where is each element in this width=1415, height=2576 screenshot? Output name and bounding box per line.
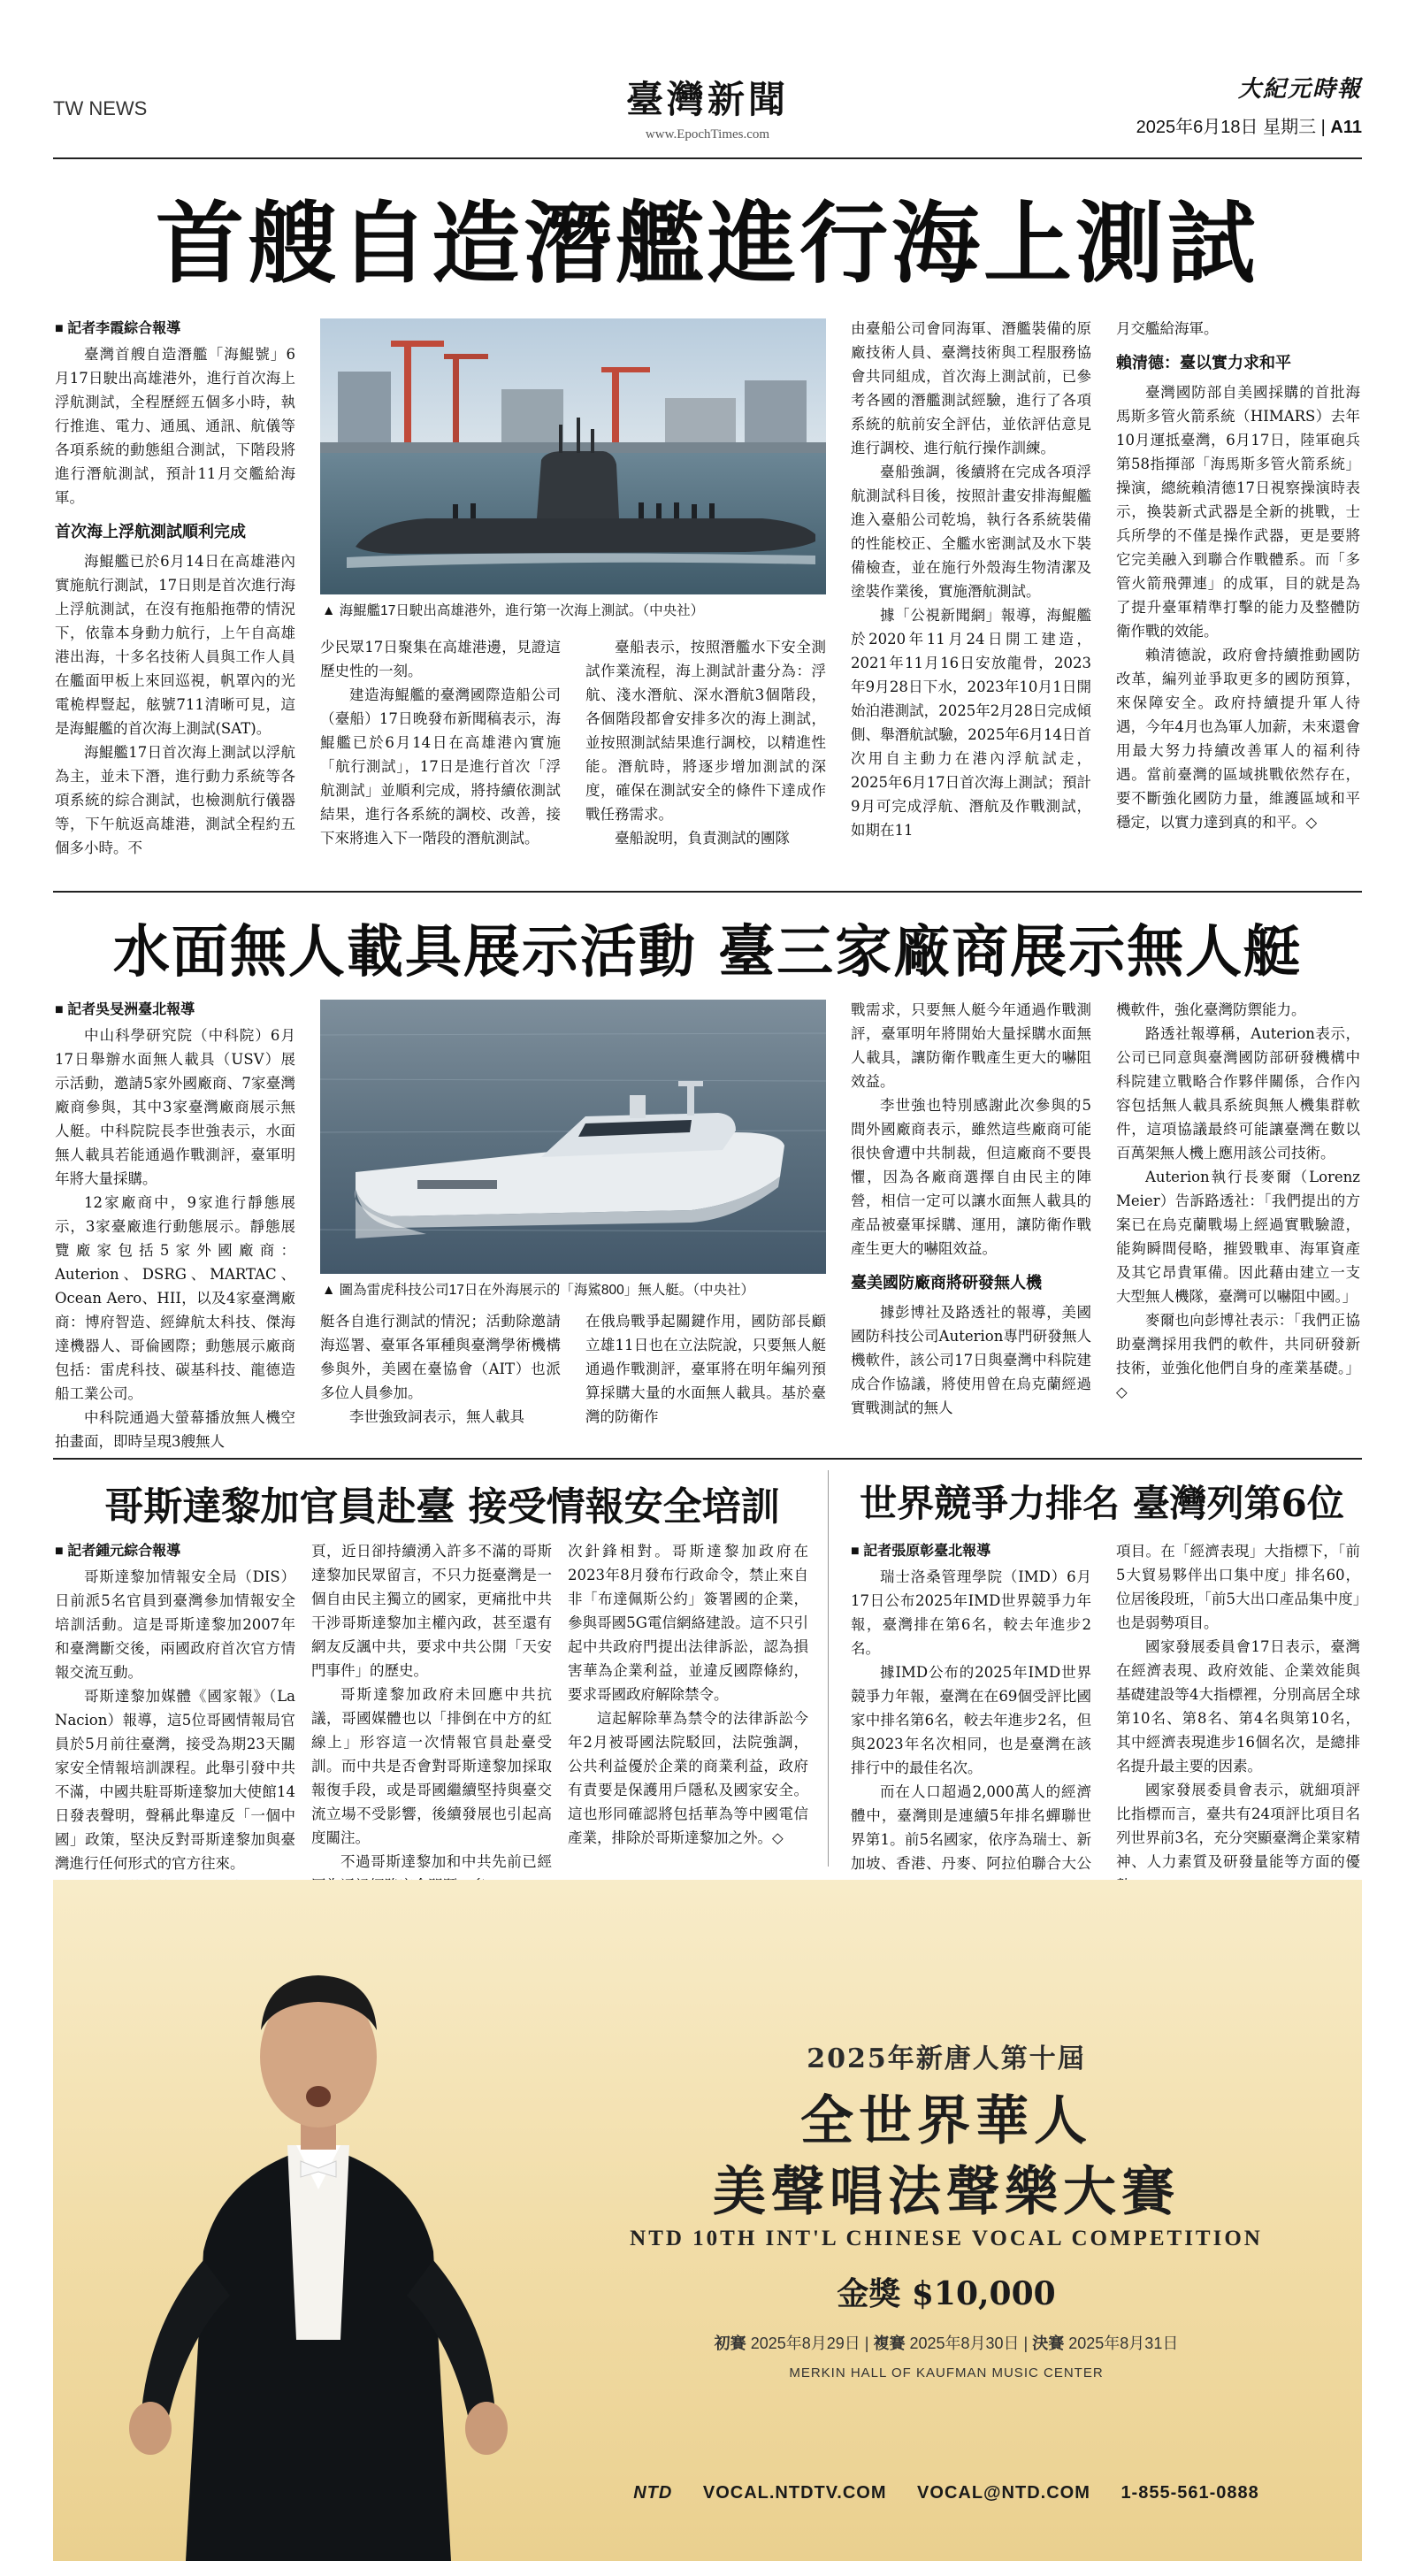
ad-title-line1: 全世界華人 [800,2090,1092,2152]
website-label: www.EpochTimes.com [645,127,770,142]
subheading: 首次海上浮航測試順利完成 [55,523,246,540]
paragraph: 據「公視新聞網」報導，海鯤艦於2020年11月24日開工建造，2021年11月16日安放龍骨，2023年9月28日下水，2023年10月1日開始泊港測試，2025年2月28日完成傾側、舉潛航試驗，2025年6月14日首次用自主動力在港內浮航試走，2025年6月17日首次海上測試；預計9月可完成浮航、潛航及作戰測試，如期在11 [851,607,1091,839]
ntd-logo: NTD [633,2483,673,2503]
round2-label: 複賽 [873,2334,906,2352]
ad-dates: 初賽 2025年8月29日 | 複賽 2025年8月30日 | 決賽 2025年8月31日 [714,2334,1179,2352]
article1-col2 [320,635,561,883]
paragraph: 12家廠商中，9家進行靜態展示，3家臺廠進行動態展示。靜態展覽廠家包括5家外國廠商：Auterion、DSRG、MARTAC、Ocean Aero、HII，以及4家臺灣廠商：博府智造、經緯航太科技、傑海達機器人、哥倫國際；動態展示廠商包括：雷虎科技、碳基科技、龍德造船工業公司。 [55,1194,295,1402]
usv-photo [320,1000,826,1274]
paragraph: 哥斯達黎加媒體《國家報》（La Nacion）報導，這5位哥國情報局官員於5月前往臺灣，接受為期23天關家安全情報培訓課程。此舉引發中共不滿，中國共駐哥斯達黎加大使館14日發表聲明，聲稱此舉違反「一個中國」政策，堅決反對哥斯達黎加與臺灣進行任何形式的官方往來。 [55,1688,295,1872]
submarine-photo-caption: ▲ 海鯤艦17日駛出高雄港外，進行第一次海上測試。（中央社） [322,602,828,621]
ad-website[interactable]: VOCAL.NTDTV.COM [702,2483,887,2503]
ad-phone: 1-855-561-0888 [1121,2483,1259,2503]
paragraph: 機軟件，強化臺灣防禦能力。 [1116,1001,1306,1018]
headline-submarine: 首艘自造潛艦進行海上測試 [156,191,1259,295]
headline-usv: 水面無人載具展示活動 臺三家廠商展示無人艇 [112,919,1303,985]
paragraph: 國家發展委員會17日表示，臺灣在經濟表現、政府效能、企業效能與基礎建設等4大指標裡，分別高居全球第10名、第8名、第4名與第10名，其中經濟表現進步16個名次，是總排名提升最主要的因素。 [1116,1638,1360,1775]
usv-photo-caption: ▲ 圖為雷虎科技公司17日在外海展示的「海鯊800」無人艇。（中央社） [322,1281,828,1300]
article4-col2 [1116,1539,1360,1870]
article2-col5 [1116,998,1360,1449]
vocal-competition-ad [53,1880,1362,2561]
byline: ■ 記者鍾元綜合報導 [55,1539,295,1563]
ad-prize: 金獎 $10,000 [837,2275,1056,2312]
ad-email[interactable]: VOCAL@NTD.COM [917,2483,1090,2503]
paragraph: 月交艦給海軍。 [1116,320,1219,337]
article3-col1 [55,1539,295,1872]
paragraph: 少民眾17日聚集在高雄港邊，見證這歷史性的一刻。 [320,639,561,679]
date-text: 2025年6月18日 星期三 [1136,118,1317,137]
paragraph: 李世強致詞表示，無人載具 [349,1408,524,1425]
article2-col3 [585,1309,826,1449]
paragraph: 中山科學研究院（中科院）6月17日舉辦水面無人載具（USV）展示活動，邀請5家外國廠商、7家臺灣廠商參與，其中3家臺灣廠商展示無人艇。中科院院長李世強表示，水面無人載具若能通過作戰測評，臺軍明年將大量採購。 [55,1027,295,1187]
ad-title-line2: 美聲唱法聲樂大賽 [713,2161,1180,2223]
paragraph: 哥斯達黎加政府未回應中共抗議，哥國媒體也以「排倒在中方的紅線上」形容這一次情報官員赴臺受訓。而中共是否會對哥斯達黎加採取報復手段，或是哥國繼續堅持與臺交流立場不受影響，後續發展也引起高度關注。 [311,1686,552,1846]
paragraph: 中科院通過大螢幕播放無人機空拍畫面，即時呈現3艘無人 [55,1409,295,1450]
paragraph: 據IMD公布的2025年IMD世界競爭力年報，臺灣在在69個受評比國家中排名第6名，較去年進步2名，但與2023年名次相同，也是臺灣在該排行中的最佳名次。 [851,1664,1091,1776]
page-header [53,71,1362,155]
ad-english-title: NTD 10TH INT'L CHINESE VOCAL COMPETITION [630,2227,1263,2250]
section-rule [53,1458,1362,1460]
paragraph: 臺船表示，按照潛艦水下安全測試作業流程，海上測試計畫分為：浮航、淺水潛航、深水潛航3個階段，各個階段都會安排多次的海上測試，並按照測試結果進行調校，以精進性能。潛航時，將逐步增加測試的深度，確保在測試安全的條件下達成作戰任務需求。 [585,639,826,823]
paragraph: 臺船強調，後續將在完成各項浮航測試科目後，按照計畫安排海鯤艦進入臺船公司乾塢，執行各系統裝備的性能校正、全艦水密測試及水下裝備檢查，並在施行外殼海生物清潔及塗裝作業後，實施潛航測試。 [851,464,1091,600]
byline: ■ 記者李霞綜合報導 [55,317,295,341]
paragraph: Auterion執行長麥爾（Lorenz Meier）告訴路透社：「我們提出的方案已在烏克蘭戰場上經過實戰驗證，能夠瞬間侵略，摧毀戰車、海軍資產及其它昂貴軍備。因此藉由建立一支大型無人機隊，臺灣可以嚇阻中國。」 [1116,1169,1360,1305]
subheading: 賴清德：臺以實力求和平 [1116,354,1291,372]
submarine-photo [320,318,826,594]
paragraph: 而在人口超過2,000萬人的經濟體中，臺灣則是連續5年排名蟬聯世界第1。前5名國家，依序為瑞士、新加坡、香港、丹麥、阿拉伯聯合大公 [851,1783,1091,1872]
paragraph: 路透社報導稱，Auterion表示，公司已同意與臺灣國防部研發機構中科院建立戰略合作夥伴關係，合作內容包括無人載具系統與無人機集群軟件，這項協議最終可能讓臺灣在數以百萬架無人機上應用該公司技術。 [1116,1025,1360,1162]
paragraph: 瑞士洛桑管理學院（IMD）6月17日公布2025年IMD世界競爭力年報，臺灣排在第6名，較去年進步2名。 [851,1568,1091,1657]
round2-date: 2025年8月30日 [909,2334,1020,2352]
article2-col4 [851,998,1091,1449]
paragraph: 海鯤艦已於6月14日在高雄港內實施航行測試，17日則是首次進行海上浮航測試，在沒有拖船拖帶的情況下，依靠本身動力航行，上午自高雄港出海，十多名技術人員與工作人員在艦面甲板上來回巡視，帆罩內的光電桅桿豎起，舷號711清晰可見，這是海鯤艦的首次海上測試(SAT)。 [55,553,295,737]
paragraph: 項目。在「經濟表現」大指標下，「前5大貿易夥伴出口集中度」排名60，位居後段班，「前5大出口產品集中度」也是弱勢項目。 [1116,1543,1360,1631]
section-rule [53,891,1362,893]
paragraph: 不過哥斯達黎加和中共先前已經 [340,1853,552,1870]
column-divider [828,1470,829,1867]
paragraph: 這起解除華為禁令的法律訴訟今年2月被哥國法院駁回，法院強調，公共利益優於企業的商業利益，政府有責要是保護用戶隱私及國家安全。這也形同確認將包括華為等中國電信產業，排除於哥斯達黎加之外。◇ [568,1710,808,1846]
paragraph: 次針鋒相對。哥斯達黎加政府在2023年8月發布行政命令，禁止來自非「布達佩斯公約」簽署國的企業，參與哥國5G電信網絡建設。這不只引起中共政府門提出法律訴訟，認為損害華為企業利益，並違反國際條約，要求哥國政府解除禁令。 [568,1543,808,1703]
issue-date: 2025年6月18日 星期三 | A11 [1136,118,1362,137]
paragraph: 在俄烏戰爭起關鍵作用，國防部長顧立雄11日也在立法院說，只要無人艇通過作戰測評，臺軍將在明年編列預算採購大量的水面無人載具。基於臺灣的防衛作 [585,1313,826,1425]
article3-col3 [568,1539,808,1867]
paragraph: 臺灣首艘自造潛艦「海鯤號」6月17日駛出高雄港外，進行首次海上浮航測試，全程歷經五個多小時，執行推進、電力、通風、通訊、航儀等各項系統的動態組合測試，下階段將進行潛航測試，預計11月交艦給海軍。 [55,346,295,506]
article1-col1 [55,317,295,883]
paragraph: 臺灣國防部自美國採購的首批海馬斯多管火箭系統（HIMARS）去年10月運抵臺灣，6月17日，陸軍砲兵第58指揮部「海馬斯多管火箭系統」操演，總統賴清德17日視察操演時表示，換裝新式武器是全新的挑戰，士兵所學的不僅是操作武器，更是要將它完美融入到聯合作戰體系。而「多管火箭飛彈連」的成軍，目的就是為了提升臺軍精準打擊的能力及整體防衛作戰的效能。 [1116,384,1360,640]
article1-col4 [851,317,1091,883]
round3-date: 2025年8月31日 [1068,2334,1179,2352]
paragraph: 麥爾也向彭博社表示：「我們正協助臺灣採用我們的軟件，共同研發新技術，並強化他們自身的產業基礎。」◇ [1116,1312,1360,1400]
article2-col1 [55,998,295,1449]
usv-illustration [320,1000,826,1274]
header-rule [53,157,1362,159]
newspaper-brand: 大紀元時報 [1237,76,1362,103]
paragraph: 建造海鯤艦的臺灣國際造船公司（臺船）17日晚發布新聞稿表示，海鯤艦已於6月14日在高雄港內實施「航行測試」，17日是進行首次「浮航測試」並順利完成，將持續依測試結果，進行各系統的調校、改善，接下來將進入下一階段的潛航測試。 [320,686,561,847]
article1-col5 [1116,317,1360,883]
paragraph: 賴清德說，政府會持續推動國防改革，編列並爭取更多的國防預算，來保障安全。政府持續提升軍人待遇，今年4月也為軍人加薪，未來還會用最大努力持續改善軍人的福利待遇。當前臺灣的區域挑戰依然存在，要不斷強化國防力量，維護區域和平穩定，以實力達到真的和平。◇ [1116,647,1360,831]
round1-date: 2025年8月29日 [750,2334,860,2352]
section-title: 臺灣新聞 [625,78,789,121]
submarine-illustration [320,318,826,594]
article1-col3 [585,635,826,883]
article2-col2 [320,1309,561,1449]
round3-label: 決賽 [1032,2334,1065,2352]
paragraph: 海鯤艦17日首次海上測試以浮航為主，並未下潛，進行動力系統等各項系統的綜合測試，也檢測航行儀器等，下午航返高雄港，測試全程約五個多小時。不 [55,744,295,856]
paragraph: 李世強也特別感謝此次參與的5間外國廠商表示，雖然這些廠商可能很快會遭中共制裁，但這廠商不要畏懼，因為各廠商選擇自由民主的陣營，相信一定可以讓水面無人載具的產品被臺軍採購、運用，讓防衛作戰產生更大的嚇阻效益。 [851,1097,1091,1257]
paragraph: 據彭博社及路透社的報導，美國國防科技公司Auterion專門研發無人機軟件，該公司17日與臺灣中科院建成合作協議，將使用曾在烏克蘭經過實戰測試的無人 [851,1304,1091,1416]
byline: ■ 記者張原彰臺北報導 [851,1539,1091,1563]
paragraph: 由臺船公司會同海軍、潛艦裝備的原廠技術人員、臺灣技術與工程服務協會共同組成，首次海上測試前，已參考各國的潛艦測試經驗，進行了各項系統的航前安全評估，並依評估意見進行調校、進行航行操作訓練。 [851,320,1091,456]
paragraph: 戰需求，只要無人艇今年通過作戰測評，臺軍明年將開始大量採購水面無人載具，讓防衛作戰產生更大的嚇阻效益。 [851,1001,1091,1090]
ad-venue: MERKIN HALL OF KAUFMAN MUSIC CENTER [789,2365,1104,2380]
headline-competitiveness: 世界競爭力排名 臺灣列第6位 [860,1482,1344,1525]
ad-contact [584,2483,1309,2503]
paragraph: 臺船說明，負責測試的團隊 [615,830,790,847]
paragraph: 頁，近日卻持續湧入許多不滿的哥斯達黎加民眾留言，不只力挺臺灣是一個自由民主獨立的國家，更痛批中共干涉哥斯達黎加主權內政，甚至還有網友反諷中共，要求中共公開「天安門事件」的歷史。 [311,1543,552,1679]
edition-label: TW NEWS [53,97,148,119]
headline-costa-rica: 哥斯達黎加官員赴臺 接受情報安全培訓 [104,1484,780,1530]
round1-label: 初賽 [714,2334,746,2352]
article3-col2 [311,1539,552,1870]
byline: ■ 記者吳旻洲臺北報導 [55,998,295,1022]
paragraph: 艇各自進行測試的情況；活動除邀請海巡署、臺軍各軍種與臺灣學術機構參與外，美國在臺協會（AIT）也派多位人員參加。 [320,1313,561,1401]
paragraph: 哥斯達黎加情報安全局（DIS）日前派5名官員到臺灣參加情報安全培訓活動。這是哥斯達黎加2007年和臺灣斷交後，兩國政府首次官方情報交流互動。 [55,1568,295,1681]
paragraph: 國家發展委員會表示，就細項評比指標而言，臺共有24項評比項目名列世界前3名，充分突顯臺灣企業家精神、人力素質及研發量能等方面的優 [1116,1782,1360,1870]
ad-subtitle: 2025年新唐人第十屆 [807,2043,1086,2074]
article4-col1 [851,1539,1091,1872]
subheading: 臺美國防廠商將研發無人機 [851,1274,1042,1292]
page-number: A11 [1330,118,1362,137]
singer-illustration [53,1880,584,2561]
